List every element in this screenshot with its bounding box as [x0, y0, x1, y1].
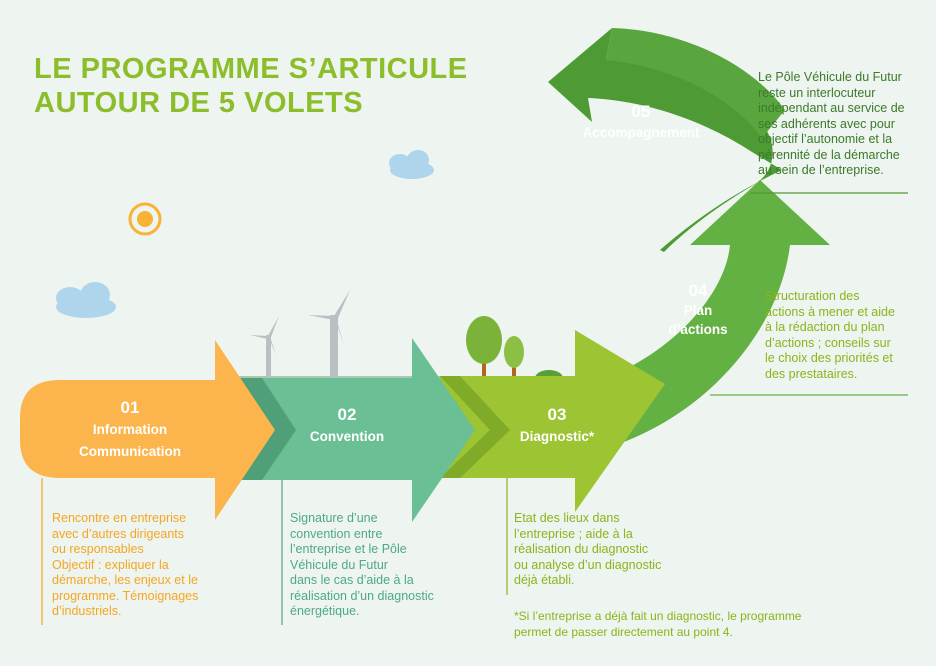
- step-03-label: Diagnostic*: [519, 429, 595, 444]
- step-02-number: 02: [337, 405, 357, 424]
- step-01-number: 01: [120, 398, 140, 417]
- tree-icon: [466, 316, 563, 386]
- sun-icon: [130, 204, 160, 234]
- step-03-description: Etat des lieux dans l’entreprise ; aide à la réalisation du diagnostic ou analyse d’un diagnostic déjà établi.: [514, 511, 662, 587]
- wind-turbine-icon: [250, 290, 350, 383]
- title-line-2: AUTOUR DE 5 VOLETS: [34, 87, 364, 119]
- step-04-label-1: Plan: [683, 303, 713, 318]
- step-02-description: Signature d’une convention entre l’entreprise et le Pôle Véhicule du Futur dans le cas d’aide à la réalisation d’un diagnostic énergétique.: [290, 511, 434, 618]
- step-04-number: 04: [688, 281, 708, 300]
- cloud-icon: [56, 150, 434, 318]
- step-05-description: Le Pôle Véhicule du Futur reste un interlocuteur indépendant au service de ses adhérents avec pour objectif l’autonomie et la pérennité de la démarche au sein de l’entreprise.: [758, 70, 905, 177]
- step-01-description: Rencontre en entreprise avec d’autres dirigeants ou responsables Objectif : expliquer la démarche, les enjeux et le programme. Témoignages d’industriels.: [52, 511, 199, 618]
- step-04-description: Structuration des actions à mener et aide à la rédaction du plan d’actions ; conseils sur le choix des priorités et des prestataires.: [765, 289, 895, 381]
- title-line-1: LE PROGRAMME S’ARTICULE: [34, 53, 468, 85]
- step-05-number: 05: [631, 102, 651, 121]
- step-05-label: Accompagnement: [582, 125, 700, 140]
- step-01-label-2: Communication: [78, 444, 182, 459]
- step-03-number: 03: [547, 405, 567, 424]
- step-04-label-2: d’actions: [668, 322, 728, 337]
- step-02-label: Convention: [309, 429, 385, 444]
- footnote: *Si l’entreprise a déjà fait un diagnostic, le programme permet de passer directement au point 4.: [514, 609, 802, 639]
- step-01-label-1: Information: [92, 422, 168, 437]
